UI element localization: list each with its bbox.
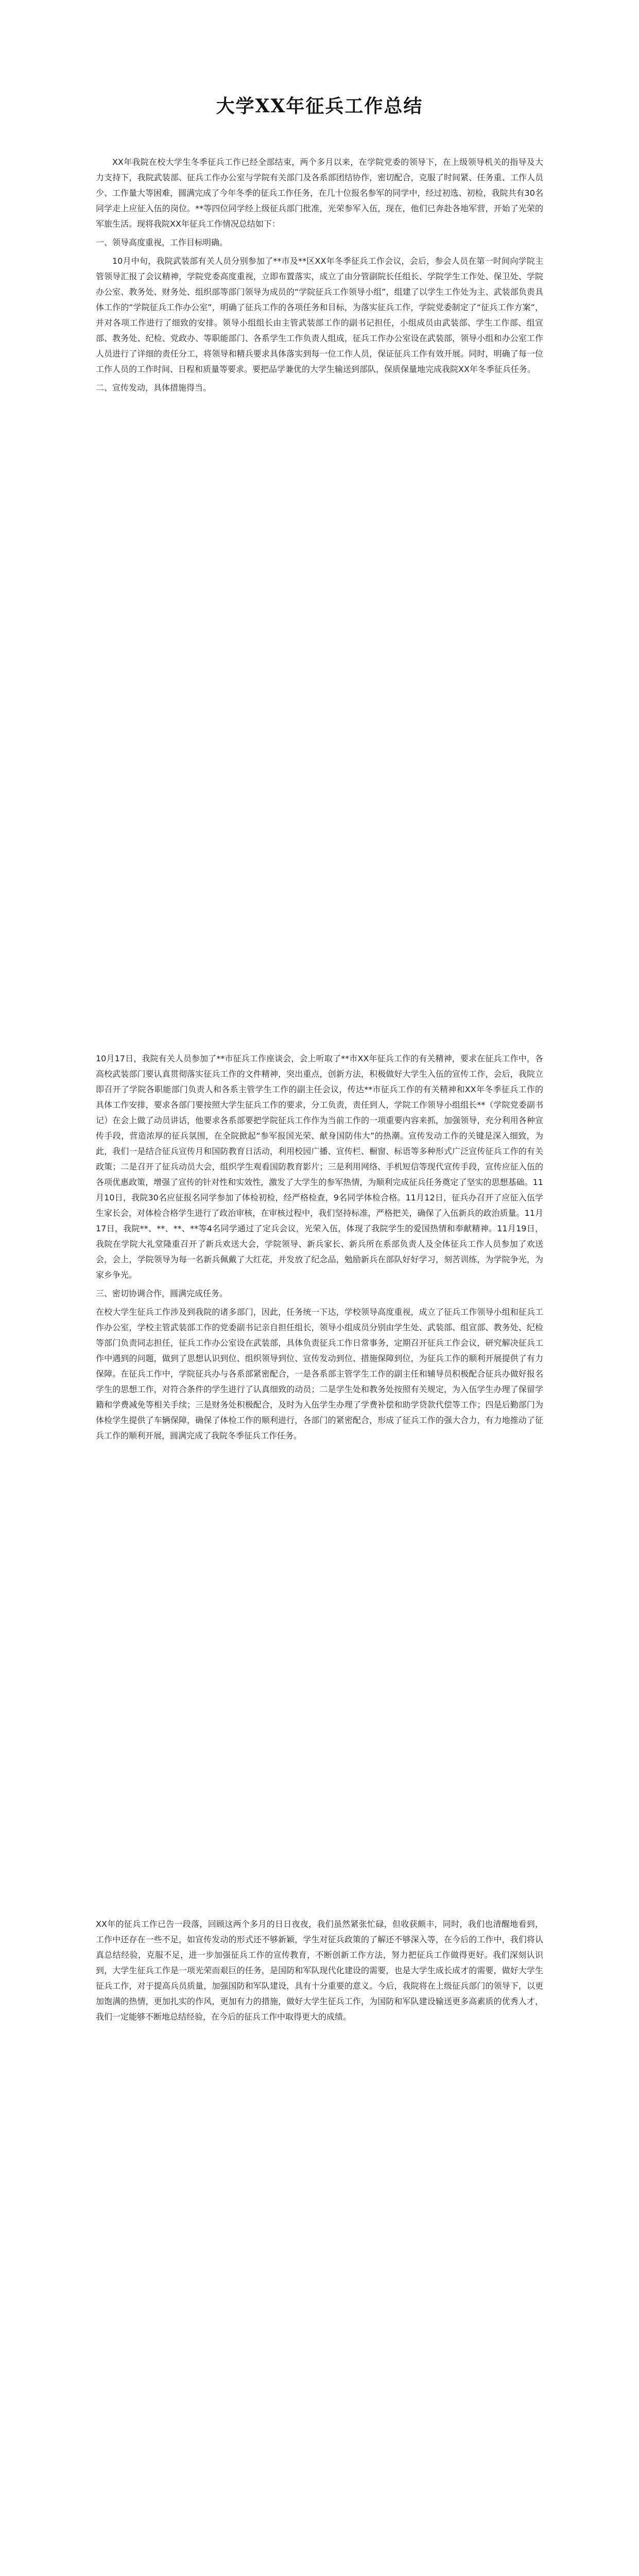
- paragraph-section-2: 10月17日，我院有关人员参加了**市征兵工作座谈会，会上听取了**市XX年征兵工作的有关精神，要求在征兵工作中，各高校武装部门要认真贯彻落实征兵工作的文件精神，突出重点，创新方法，积极做好大学生入伍的宣传工作，会后，我院立即召开了学院各职能部门负责人和各系主管学生工作的副主任会议，传达**市征兵工作的有关精神和XX年冬季征兵工作的具体工作安排，要求各部门要按照大学生征兵工作的要求，分工负责，责任到人，学院工作领导小组组长**（学院党委副书记）在会上做了动员讲话，他要求各系部要把学院征兵工作作为当前工作的一项重要内容来抓，加强领导，充分利用各种宣传手段，营造浓厚的征兵氛围，在全院掀起“参军报国光荣、献身国防伟大”的热潮。宣传发动工作的关键是深入细致，为此，我们一是结合征兵宣传月和国防教育日活动，利用校园广播、宣传栏、橱窗、标语等多种形式广泛宣传征兵工作的有关政策；二是召开了征兵动员大会，组织学生观看国防教育影片；三是利用网络、手机短信等现代宣传手段，宣传应征入伍的各项优惠政策，增强了宣传的针对性和实效性，激发了大学生的参军热情，为顺利完成征兵任务奠定了坚实的思想基础。11月10日，我院30名应征报名同学参加了体检初检，经严格检查，9名同学体检合格。11月12日，征兵办召开了应征入伍学生家长会，对体检合格学生进行了政治审核，在审核过程中，我们坚持标准，严格把关，确保了入伍新兵的政治质量。11月17日，我院**、**、**、**等4名同学通过了定兵会议，光荣入伍，体现了我院学生的爱国热情和奉献精神。11月19日，我院在学院大礼堂隆重召开了新兵欢送大会，学院领导、新兵家长、新兵所在系部负责人及全体征兵工作人员参加了欢送会，会上，学院领导为每一名新兵佩戴了大红花，并发放了纪念品，勉励新兵在部队好好学习，刻苦训练，为学院争光，为家乡争光。: [96, 1054, 543, 1280]
- page-title: 大学XX年征兵工作总结: [216, 95, 423, 117]
- text-block-2: [96, 1051, 543, 1447]
- text-block-1: [96, 155, 543, 399]
- section-heading-3: 三、密切协调合作，圆满完成任务。: [96, 1289, 228, 1298]
- section-heading-1: 一、领导高度重视，工作目标明确。: [96, 238, 228, 247]
- paragraph-conclusion: XX年的征兵工作已告一段落，回顾这两个多月的日日夜夜，我们虽然紧张忙碌，但收获颇丰，同时，我们也清醒地看到，工作中还存在一些不足，如宣传发动的形式还不够新颖，学生对征兵政策的了解还不够深入等，在今后的工作中，我们将认真总结经验，克服不足，进一步加强征兵工作的宣传教育，不断创新工作方法，努力把征兵工作做得更好。我们深刻认识到，大学生征兵工作是一项光荣而艰巨的任务，是国防和军队现代化建设的需要，也是大学生成长成才的需要，做好大学生征兵工作，对于提高兵员质量，加强国防和军队建设，具有十分重要的意义。今后，我院将在上级征兵部门的领导下，以更加饱满的热情，更加扎实的作风，更加有力的措施，做好大学生征兵工作，为国防和军队建设输送更多高素质的优秀人才，我们一定能够不断地总结经验，在今后的征兵工作中取得更大的成绩。: [96, 1919, 543, 2022]
- paragraph-section-1: 10月中旬，我院武装部有关人员分别参加了**市及**区XX年冬季征兵工作会议，会后，参会人员在第一时间向学院主管领导汇报了会议精神，学院党委高度重视，立即布置落实，成立了由分管副院长任组长、学院学生工作处、保卫处、学院办公室、教务处、财务处、组织部等部门领导为成员的“学院征兵工作领导小组”，组建了以学生工作处为主、武装部负责具体工作的“学院征兵工作办公室”，明确了征兵工作的各项任务和目标，为落实征兵工作，学院党委制定了“征兵工作方案”，并对各项工作进行了细致的安排。领导小组组长由主管武装部工作的副书记担任，小组成员由武装部、学生工作部、组宣部、教务处、纪检、党政办、等职能部门、各系学生工作负责人组成，征兵工作办公室设在武装部，领导小组和办公室工作人员进行了详细的责任分工，将领导和精兵要求具体落实到每一位工作人员，保证征兵工作有效开展。同时，明确了每一位工作人员的工作时间、日程和质量等要求。要把品学兼优的大学生输送到部队，保质保量地完成我院XX年冬季征兵任务。: [96, 256, 543, 374]
- text-block-3: [96, 1917, 543, 2028]
- section-heading-2: 二、宣传发动，具体措施得当。: [96, 383, 212, 393]
- paragraph-intro: XX年我院在校大学生冬季征兵工作已经全部结束，两个多月以来，在学院党委的领导下，在上级领导机关的指导及大力支持下，我院武装部、征兵工作办公室与学院有关部门及各系部团结协作，密切配合，克服了时间紧、任务重、工作人员少、工作量大等困难，圆满完成了今年冬季的征兵工作任务，在几十位报名参军的同学中，经过初选、初检，我院共有30名同学走上应征入伍的岗位。**等四位同学经上级征兵部门批准，光荣参军入伍，现在，他们已奔赴各地军营，开始了光荣的军旅生活。现将我院XX年征兵工作情况总结如下：: [96, 157, 543, 229]
- paragraph-section-3: 在校大学生征兵工作涉及到我院的诸多部门，因此，任务统一下达，学校领导高度重视，成立了征兵工作领导小组和征兵工作办公室，学校主管武装部工作的党委副书记亲自担任组长，领导小组成员分别由学生处、武装部、组宣部、教务处、纪检等部门负责同志担任，征兵工作办公室设在武装部，具体负责征兵工作日常事务，定期召开征兵工作会议，研究解决征兵工作中遇到的问题，做到了思想认识到位、组织领导到位、宣传发动到位、措施保障到位，为征兵工作的顺利开展提供了有力保障。在征兵工作中，学院征兵办与各系部紧密配合，一是各系部主管学生工作的副主任和辅导员积极配合征兵办做好报名学生的思想工作，对符合条件的学生进行了认真细致的动员；二是学生处和教务处按照有关规定，为入伍学生办理了保留学籍和学费减免等相关手续；三是财务处积极配合，及时为入伍学生办理了学费补偿和助学贷款代偿等工作；四是后勤部门为体检学生提供了车辆保障，确保了体检工作的顺利进行，各部门的紧密配合，形成了征兵工作的强大合力，有力地推动了征兵工作的顺利开展，圆满完成了我院冬季征兵工作任务。: [96, 1307, 543, 1440]
